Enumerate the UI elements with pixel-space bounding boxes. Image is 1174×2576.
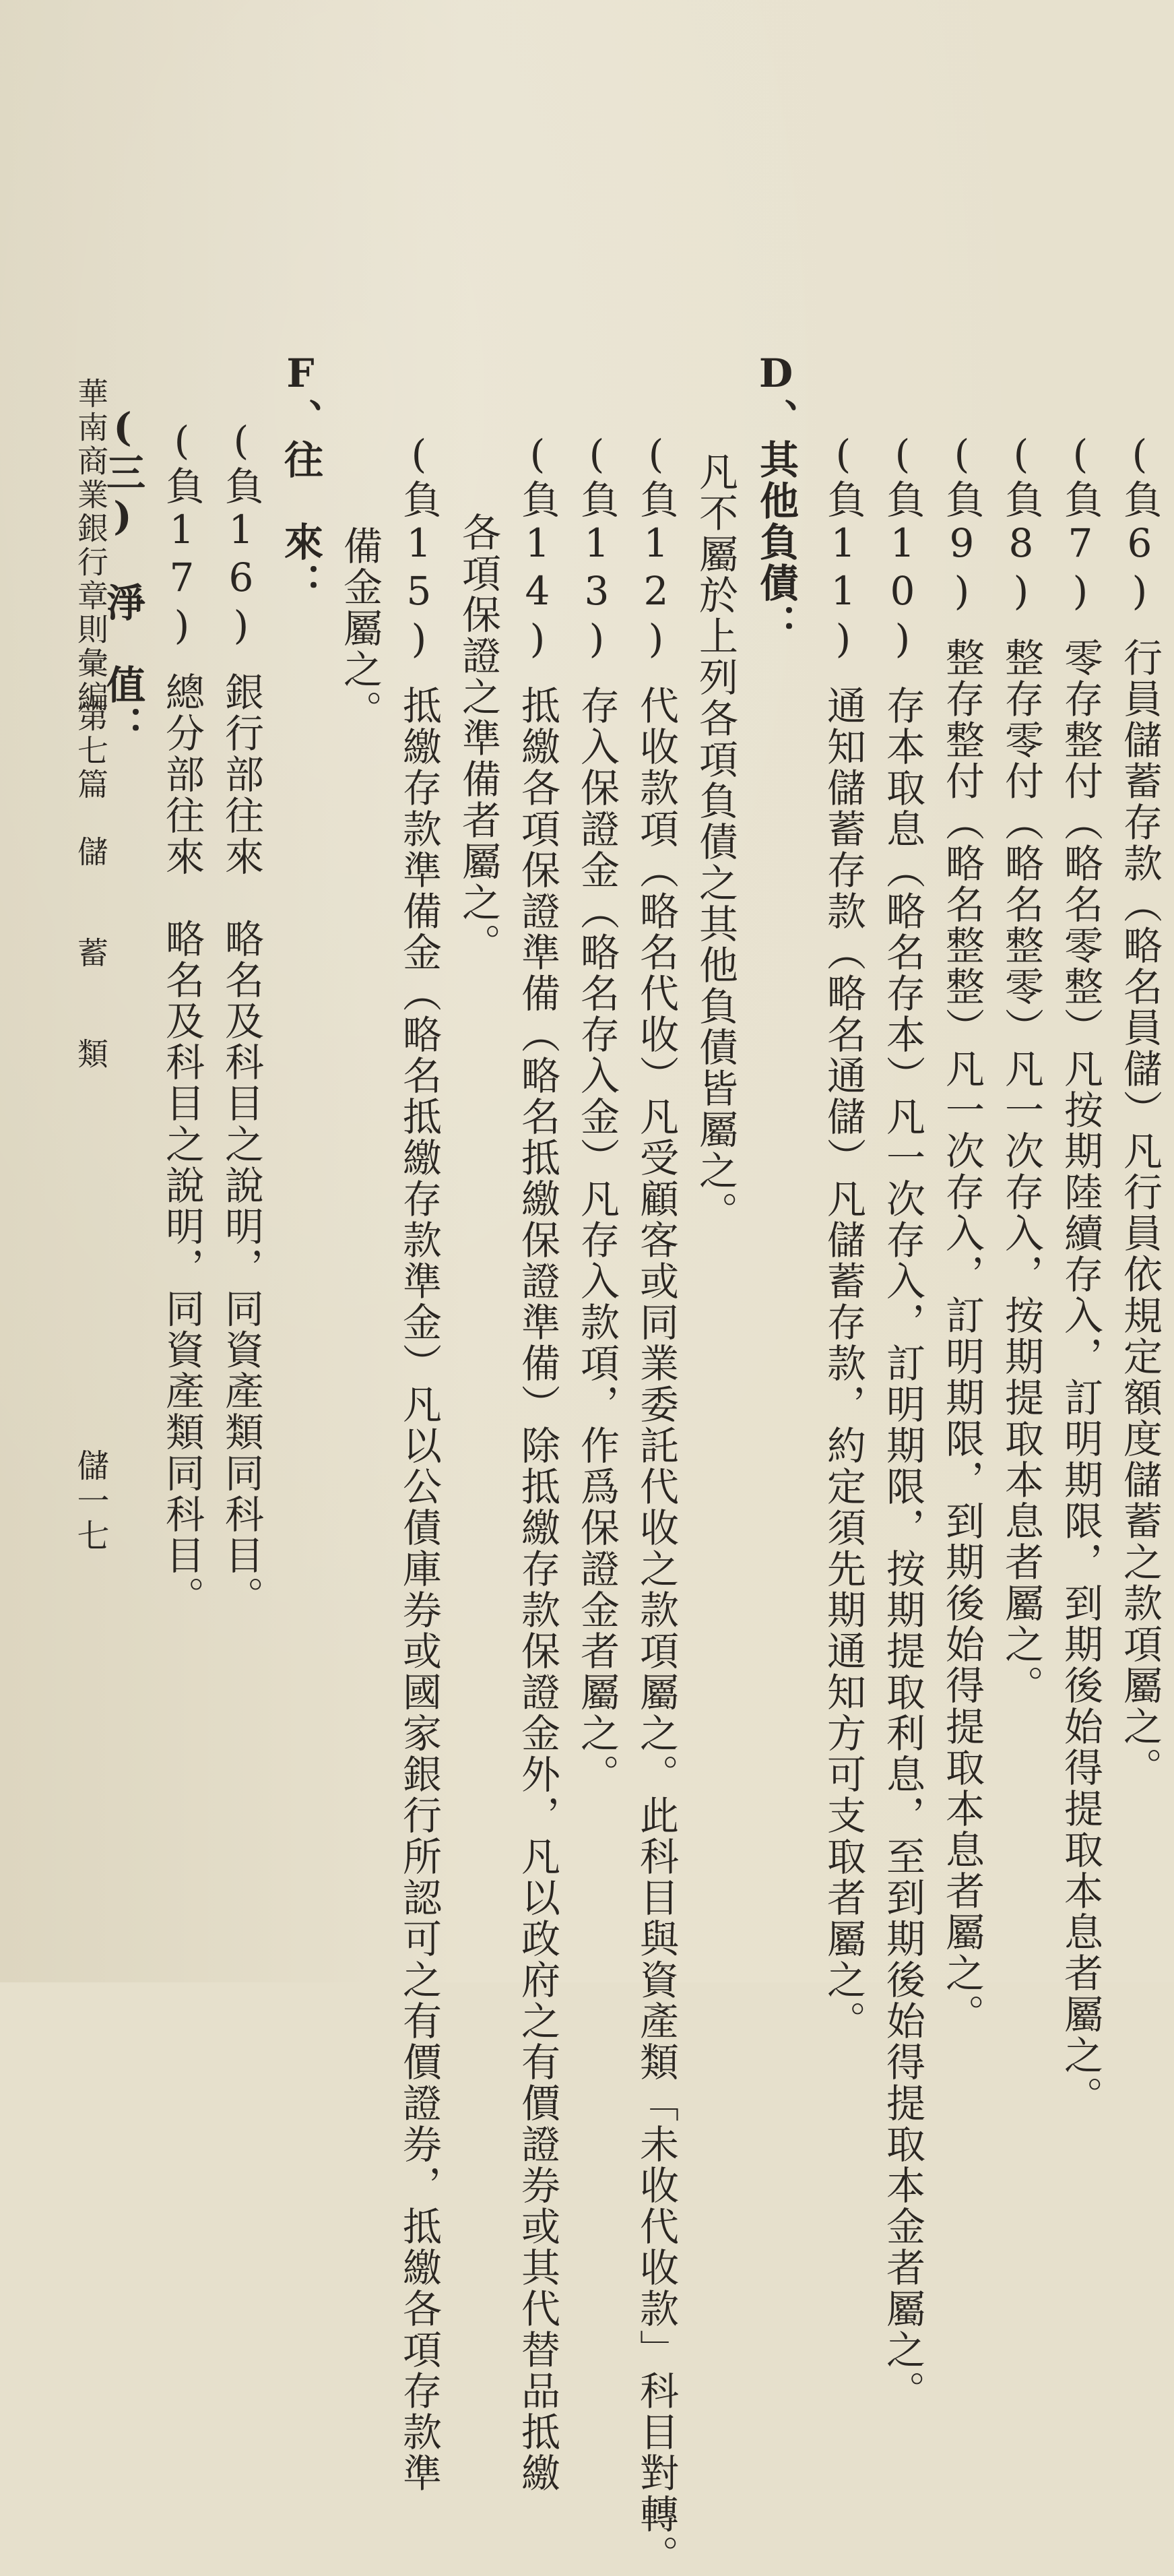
entry-fu13	[574, 431, 620, 1795]
entry-label: (負16)	[218, 418, 264, 650]
entry-fu15-continuation: 備金屬之。	[337, 526, 383, 731]
book-title: 華南商業銀行章則彙編	[73, 377, 109, 714]
entry-fu15	[396, 431, 442, 2494]
entry-label: (負11)	[820, 431, 866, 664]
entry-label: (負13)	[574, 431, 620, 664]
entry-label: (負17)	[159, 418, 205, 650]
page-number: 儲一七	[71, 1449, 109, 1554]
entry-text: 抵繳存款準備金（略名抵繳存款準金）凡以公債庫券或國家銀行所認可之有價證券，抵繳各項存款準	[396, 685, 442, 2494]
entry-fu6	[1117, 431, 1163, 1788]
section-d-heading: D、其他負債：	[753, 350, 799, 645]
entry-label: (負7)	[1057, 431, 1103, 616]
entry-text: 抵繳各項保證準備（略名抵繳保證準備）除抵繳存款保證金外，凡以政府之有價證券或其代替品抵繳	[515, 685, 560, 2494]
entry-text: 存本取息（略名存本）凡一次存入，訂明期限，按期提取利息，至到期後始得提取本金者屬之。	[880, 685, 925, 2412]
entry-text: 代收款項（略名代收）凡受顧客或同業委託代收之款項屬之。此科目與資產類「未收代收款」科目對轉。	[633, 685, 679, 2576]
entry-label: (負6)	[1117, 431, 1163, 616]
entry-text: 整存整付（略名整整）凡一次存入，訂明期限，到期後始得提取本息者屬之。	[939, 637, 985, 2035]
entry-fu17	[159, 418, 205, 1617]
entry-text: 整存零付（略名整零）凡一次存入，按期提取本息者屬之。	[998, 637, 1044, 1706]
entry-fu16	[218, 418, 264, 1617]
entry-fu12	[633, 431, 679, 2576]
entry-text: 通知儲蓄存款（略名通儲）凡儲蓄存款，約定須先期通知方可支取者屬之。	[820, 685, 866, 2042]
entry-text: 零存整付（略名零整）凡按期陸續存入，訂明期限，到期後始得提取本息者屬之。	[1057, 637, 1103, 2117]
entry-fu7	[1057, 431, 1103, 2117]
entry-label: (負15)	[396, 431, 442, 664]
entry-text: 總分部往來 略名及科目之說明，同資產類同科目。	[159, 672, 205, 1617]
entry-fu9	[939, 431, 985, 2035]
section-f-heading: F、往 來：	[278, 350, 323, 604]
entry-text: 存入保證金（略名存入金）凡存入款項，作爲保證金者屬之。	[574, 685, 620, 1795]
entry-fu11	[820, 431, 866, 2042]
entry-fu10	[880, 431, 925, 2412]
section-3-heading: (三) 淨 值：	[100, 404, 145, 747]
entry-label: (負8)	[998, 431, 1044, 616]
section-d-intro: 凡不屬於上列各項負債之其他負債皆屬之。	[692, 451, 738, 1232]
entry-label: (負10)	[880, 431, 925, 664]
entry-label: (負14)	[515, 431, 560, 664]
entry-fu14	[515, 431, 560, 2494]
entry-text: 銀行部往來 略名及科目之說明，同資產類同科目。	[218, 672, 264, 1617]
chapter-title: 第七篇 儲 蓄 類	[73, 701, 109, 1071]
entry-label: (負12)	[633, 431, 679, 664]
entry-text: 行員儲蓄存款（略名員儲）凡行員依規定額度儲蓄之款項屬之。	[1117, 637, 1163, 1788]
entry-label: (負9)	[939, 431, 985, 616]
entry-fu8	[998, 431, 1044, 1706]
entry-fu14-continuation: 各項保證之準備者屬之。	[455, 512, 501, 964]
